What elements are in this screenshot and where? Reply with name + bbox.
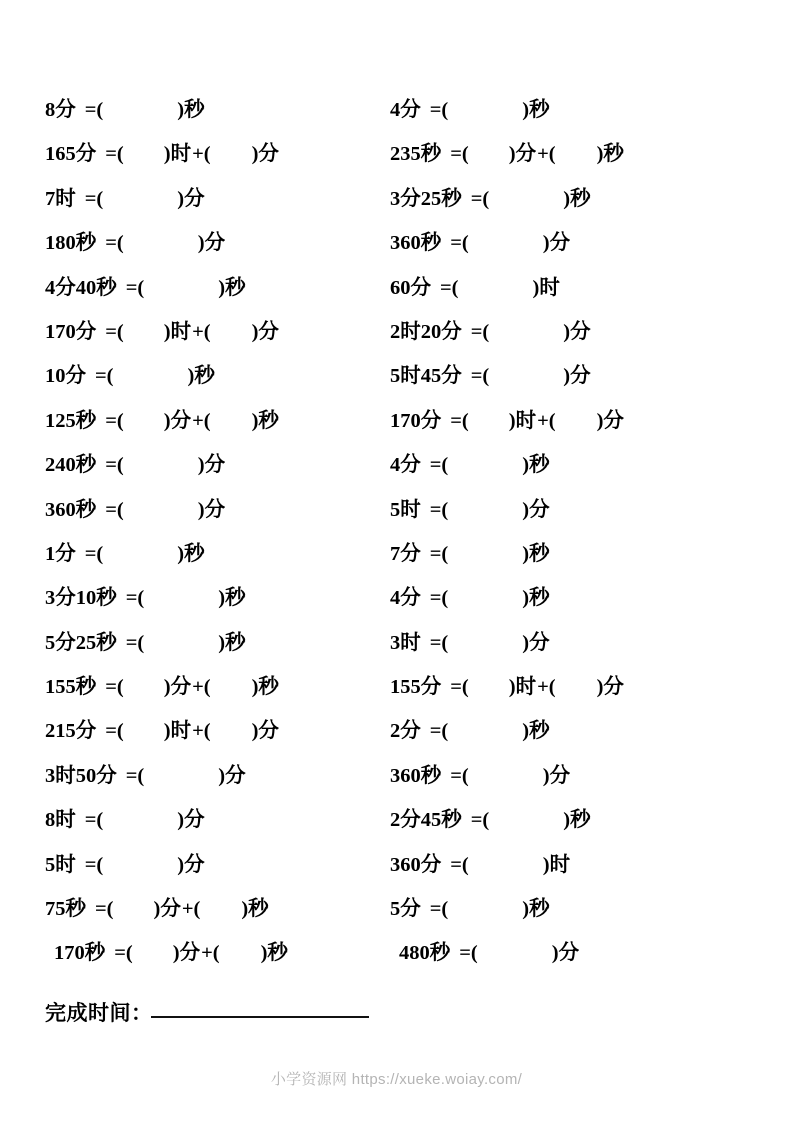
- problem-term: 10分: [45, 365, 86, 388]
- equals-open-paren: =(: [459, 942, 478, 965]
- close-paren-unit: )秒: [522, 898, 550, 921]
- problem-term: 4分: [390, 454, 421, 477]
- plus-open-paren: +(: [192, 143, 211, 166]
- plus-open-paren: +(: [192, 320, 211, 343]
- equals-open-paren: =(: [470, 365, 490, 388]
- problem-row: [390, 843, 793, 887]
- problem-row: [390, 310, 793, 354]
- problem-row: [390, 132, 793, 176]
- problem-row: [45, 798, 375, 842]
- plus-open-paren: +(: [537, 676, 556, 699]
- problem-row: [390, 221, 793, 265]
- equals-open-paren: =(: [105, 320, 124, 343]
- problem-row: [390, 532, 793, 576]
- close-paren-unit: )秒: [596, 143, 624, 166]
- problem-row: [45, 354, 375, 398]
- close-paren-unit: )秒: [251, 409, 279, 432]
- problem-row: [390, 665, 793, 709]
- close-paren-unit: )秒: [260, 942, 288, 965]
- problem-row: [45, 221, 375, 265]
- problem-row: [390, 754, 793, 798]
- close-paren-unit: )秒: [563, 809, 591, 832]
- close-paren-unit: )分: [251, 720, 279, 743]
- equals-open-paren: =(: [429, 587, 449, 610]
- problem-row: [390, 709, 793, 753]
- problem-term: 5时: [390, 498, 421, 521]
- problem-columns: [0, 88, 793, 976]
- close-paren-unit: )时: [508, 676, 537, 699]
- equals-open-paren: =(: [84, 187, 104, 210]
- problem-row: [390, 399, 793, 443]
- equals-open-paren: =(: [84, 809, 104, 832]
- problem-term: 3时: [390, 631, 421, 654]
- problem-term: 480秒: [399, 942, 451, 965]
- close-paren-unit: )分: [177, 853, 205, 876]
- problem-term: 235秒: [390, 143, 442, 166]
- close-paren-unit: )分: [197, 498, 226, 521]
- problem-term: 125秒: [45, 409, 97, 432]
- close-paren-unit: )分: [251, 320, 279, 343]
- problem-term: 5分25秒: [45, 631, 117, 654]
- close-paren-unit: )时: [508, 409, 537, 432]
- equals-open-paren: =(: [440, 276, 459, 299]
- problem-row: [45, 754, 375, 798]
- problem-term: 360秒: [390, 232, 442, 255]
- problem-row: [45, 576, 375, 620]
- equals-open-paren: =(: [450, 764, 469, 787]
- problem-term: 5分: [390, 898, 421, 921]
- problem-row: [390, 621, 793, 665]
- completion-time-blank[interactable]: [151, 1016, 369, 1018]
- close-paren-unit: )分: [596, 676, 624, 699]
- problem-row: [45, 266, 375, 310]
- problem-row: [45, 887, 375, 931]
- plus-open-paren: +(: [201, 942, 220, 965]
- close-paren-unit: )分: [153, 898, 181, 921]
- equals-open-paren: =(: [450, 853, 469, 876]
- close-paren-unit: )分: [563, 365, 591, 388]
- close-paren-unit: )时: [542, 853, 571, 876]
- close-paren-unit: )分: [542, 232, 571, 255]
- problem-term: 3分10秒: [45, 587, 117, 610]
- problem-row: [390, 576, 793, 620]
- close-paren-unit: )分: [508, 143, 537, 166]
- close-paren-unit: )秒: [522, 99, 550, 121]
- problem-row: [45, 843, 375, 887]
- problem-term: 5时45分: [390, 365, 462, 388]
- close-paren-unit: )秒: [251, 676, 279, 699]
- problem-row: [390, 266, 793, 310]
- problem-term: 8时: [45, 809, 76, 832]
- close-paren-unit: )分: [172, 942, 201, 965]
- problem-row: [390, 798, 793, 842]
- close-paren-unit: )秒: [177, 99, 205, 121]
- problem-term: 60分: [390, 276, 431, 299]
- problem-term: 3分25秒: [390, 187, 462, 210]
- close-paren-unit: )分: [177, 809, 205, 832]
- problem-term: 155秒: [45, 676, 97, 699]
- problem-row: [45, 132, 375, 176]
- problem-row: [390, 488, 793, 532]
- equals-open-paren: =(: [105, 143, 124, 166]
- problem-row: [45, 665, 375, 709]
- plus-open-paren: +(: [192, 676, 211, 699]
- equals-open-paren: =(: [125, 764, 145, 787]
- problem-row: [45, 399, 375, 443]
- equals-open-paren: =(: [84, 99, 104, 121]
- problem-term: 180秒: [45, 232, 97, 255]
- equals-open-paren: =(: [470, 809, 490, 832]
- equals-open-paren: =(: [95, 365, 114, 388]
- close-paren-unit: )分: [522, 631, 550, 654]
- equals-open-paren: =(: [125, 587, 145, 610]
- close-paren-unit: )分: [251, 143, 279, 166]
- plus-open-paren: +(: [192, 720, 211, 743]
- close-paren-unit: )分: [542, 764, 571, 787]
- equals-open-paren: =(: [125, 276, 145, 299]
- plus-open-paren: +(: [181, 898, 201, 921]
- equals-open-paren: =(: [450, 409, 469, 432]
- completion-time-label: 完成时间：: [45, 1002, 153, 1025]
- close-paren-unit: )秒: [218, 276, 246, 299]
- equals-open-paren: =(: [429, 542, 449, 565]
- close-paren-unit: )分: [197, 454, 226, 477]
- problem-term: 2分45秒: [390, 809, 462, 832]
- close-paren-unit: )分: [163, 409, 192, 432]
- equals-open-paren: =(: [450, 676, 469, 699]
- problem-term: 5时: [45, 853, 76, 876]
- close-paren-unit: )秒: [522, 587, 550, 610]
- equals-open-paren: =(: [105, 676, 124, 699]
- equals-open-paren: =(: [105, 720, 124, 743]
- close-paren-unit: )分: [197, 232, 226, 255]
- problem-column-right: [375, 88, 793, 976]
- equals-open-paren: =(: [450, 143, 469, 166]
- problem-row: [390, 88, 793, 132]
- problem-row: [390, 931, 793, 975]
- close-paren-unit: )分: [563, 320, 591, 343]
- problem-term: 7时: [45, 187, 76, 210]
- close-paren-unit: )分: [596, 409, 624, 432]
- equals-open-paren: =(: [470, 187, 490, 210]
- problem-row: [45, 621, 375, 665]
- problem-term: 4分: [390, 587, 421, 610]
- equals-open-paren: =(: [95, 898, 114, 921]
- site-watermark: 小学资源网 https://xueke.woiay.com/: [270, 1071, 523, 1088]
- equals-open-paren: =(: [105, 498, 124, 521]
- plus-open-paren: +(: [537, 143, 556, 166]
- close-paren-unit: )分: [522, 498, 550, 521]
- close-paren-unit: )时: [163, 143, 192, 166]
- equals-open-paren: =(: [105, 232, 124, 255]
- problem-term: 2分: [390, 720, 421, 743]
- equals-open-paren: =(: [470, 320, 490, 343]
- problem-row: [45, 931, 375, 975]
- close-paren-unit: )秒: [522, 720, 550, 743]
- problem-row: [45, 88, 375, 132]
- problem-term: 75秒: [45, 898, 86, 921]
- close-paren-unit: )秒: [563, 187, 591, 210]
- close-paren-unit: )分: [177, 187, 205, 210]
- equals-open-paren: =(: [450, 232, 469, 255]
- problem-term: 7分: [390, 542, 421, 565]
- problem-term: 1分: [45, 542, 76, 565]
- completion-time-footer: [45, 997, 369, 1027]
- problem-term: 4分40秒: [45, 276, 117, 299]
- close-paren-unit: )分: [218, 764, 246, 787]
- plus-open-paren: +(: [192, 409, 211, 432]
- equals-open-paren: =(: [429, 631, 449, 654]
- close-paren-unit: )秒: [522, 542, 550, 565]
- problem-term: 360分: [390, 853, 442, 876]
- problem-row: [45, 709, 375, 753]
- equals-open-paren: =(: [114, 942, 133, 965]
- plus-open-paren: +(: [537, 409, 556, 432]
- problem-row: [390, 177, 793, 221]
- equals-open-paren: =(: [105, 454, 124, 477]
- equals-open-paren: =(: [429, 898, 449, 921]
- problem-term: 240秒: [45, 454, 97, 477]
- problem-row: [45, 443, 375, 487]
- close-paren-unit: )秒: [177, 542, 205, 565]
- equals-open-paren: =(: [105, 409, 124, 432]
- close-paren-unit: )秒: [218, 631, 246, 654]
- problem-term: 4分: [390, 99, 421, 121]
- problem-row: [390, 443, 793, 487]
- problem-term: 360秒: [45, 498, 97, 521]
- close-paren-unit: )秒: [241, 898, 269, 921]
- equals-open-paren: =(: [84, 853, 104, 876]
- problem-row: [45, 532, 375, 576]
- problem-term: 360秒: [390, 764, 442, 787]
- problem-term: 3时50分: [45, 764, 117, 787]
- problem-column-left: [0, 88, 375, 976]
- problem-term: 8分: [45, 99, 76, 121]
- equals-open-paren: =(: [429, 454, 449, 477]
- problem-row: [390, 354, 793, 398]
- problem-term: 2时20分: [390, 320, 462, 343]
- close-paren-unit: )秒: [187, 365, 215, 388]
- close-paren-unit: )分: [551, 942, 580, 965]
- problem-row: [45, 177, 375, 221]
- equals-open-paren: =(: [429, 720, 449, 743]
- equals-open-paren: =(: [429, 99, 449, 121]
- problem-term: 170秒: [54, 942, 106, 965]
- problem-row: [45, 310, 375, 354]
- problem-row: [390, 887, 793, 931]
- close-paren-unit: )秒: [522, 454, 550, 477]
- equals-open-paren: =(: [125, 631, 145, 654]
- close-paren-unit: )时: [163, 320, 192, 343]
- equals-open-paren: =(: [429, 498, 449, 521]
- close-paren-unit: )时: [163, 720, 192, 743]
- problem-term: 170分: [390, 409, 442, 432]
- problem-term: 215分: [45, 720, 97, 743]
- close-paren-unit: )时: [532, 276, 560, 299]
- close-paren-unit: )分: [163, 676, 192, 699]
- problem-term: 165分: [45, 143, 97, 166]
- close-paren-unit: )秒: [218, 587, 246, 610]
- problem-row: [45, 488, 375, 532]
- equals-open-paren: =(: [84, 542, 104, 565]
- problem-term: 170分: [45, 320, 97, 343]
- problem-term: 155分: [390, 676, 442, 699]
